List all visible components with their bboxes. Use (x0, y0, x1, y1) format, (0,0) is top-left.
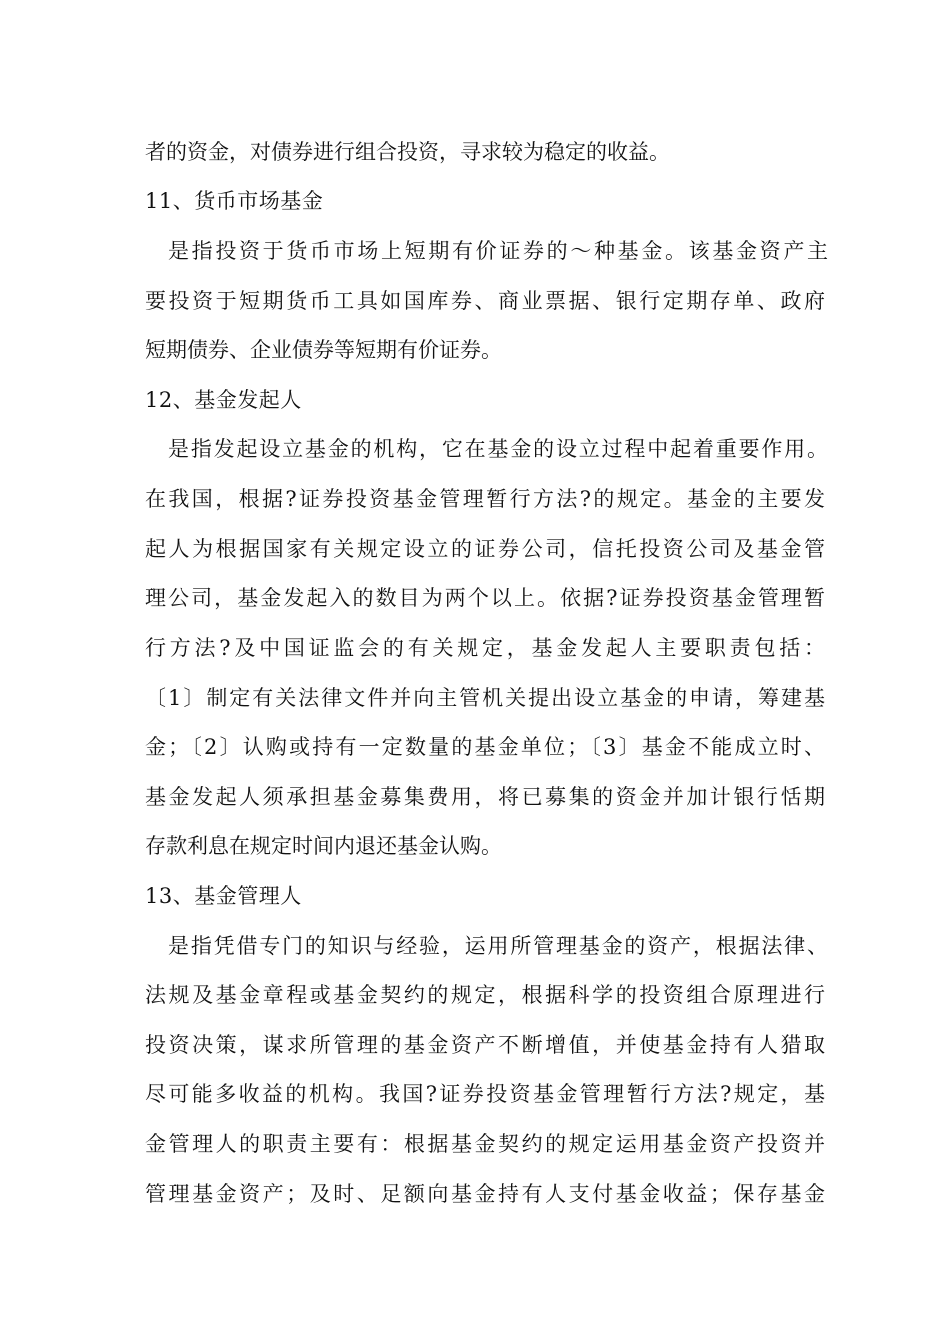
section-heading-11: 11、货币市场基金 (145, 189, 324, 213)
paragraph-line: 是指凭借专门的知识与经验，运用所管理基金的资产，根据法律、 (168, 934, 828, 958)
paragraph-line: 短期债券、企业债券等短期有价证券。 (145, 338, 502, 362)
paragraph-line: 投资决策，谋求所管理的基金资产不断增值，并使基金持有人猎取 (145, 1033, 825, 1057)
paragraph-line: 是指投资于货币市场上短期有价证券的～种基金。该基金资产主 (168, 239, 828, 263)
paragraph-line: 管理基金资产；及时、足额向基金持有人支付基金收益；保存基金 (145, 1182, 825, 1206)
paragraph-line: 〔1〕制定有关法律文件并向主管机关提出设立基金的申请，筹建基 (145, 686, 825, 710)
paragraph-line: 金；〔2〕认购或持有一定数量的基金单位；〔3〕基金不能成立时、 (145, 735, 825, 759)
paragraph-line: 尽可能多收益的机构。我国?证券投资基金管理暂行方法?规定，基 (145, 1082, 825, 1106)
paragraph-line: 行方法?及中国证监会的有关规定，基金发起人主要职责包括： (145, 636, 825, 660)
paragraph-line: 理公司，基金发起入的数目为两个以上。依据?证券投资基金管理暂 (145, 586, 825, 610)
paragraph-line: 是指发起设立基金的机构，它在基金的设立过程中起着重要作用。 (168, 437, 828, 461)
section-heading-13: 13、基金管理人 (145, 884, 302, 908)
paragraph-line: 存款利息在规定时间内退还基金认购。 (145, 834, 502, 858)
paragraph-line: 要投资于短期货币工具如国库券、商业票据、银行定期存单、政府 (145, 289, 825, 313)
paragraph-line: 在我国，根据?证券投资基金管理暂行方法?的规定。基金的主要发 (145, 487, 825, 511)
paragraph-line: 法规及基金章程或基金契约的规定，根据科学的投资组合原理进行 (145, 983, 825, 1007)
section-heading-12: 12、基金发起人 (145, 388, 302, 412)
paragraph-line: 金管理人的职责主要有：根据基金契约的规定运用基金资产投资并 (145, 1132, 825, 1156)
paragraph-line: 起人为根据国家有关规定设立的证券公司，信托投资公司及基金管 (145, 537, 825, 561)
paragraph-line: 基金发起人须承担基金募集费用，将已募集的资金并加计银行恬期 (145, 785, 825, 809)
paragraph-line: 者的资金，对债券进行组合投资，寻求较为稳定的收益。 (145, 140, 670, 164)
